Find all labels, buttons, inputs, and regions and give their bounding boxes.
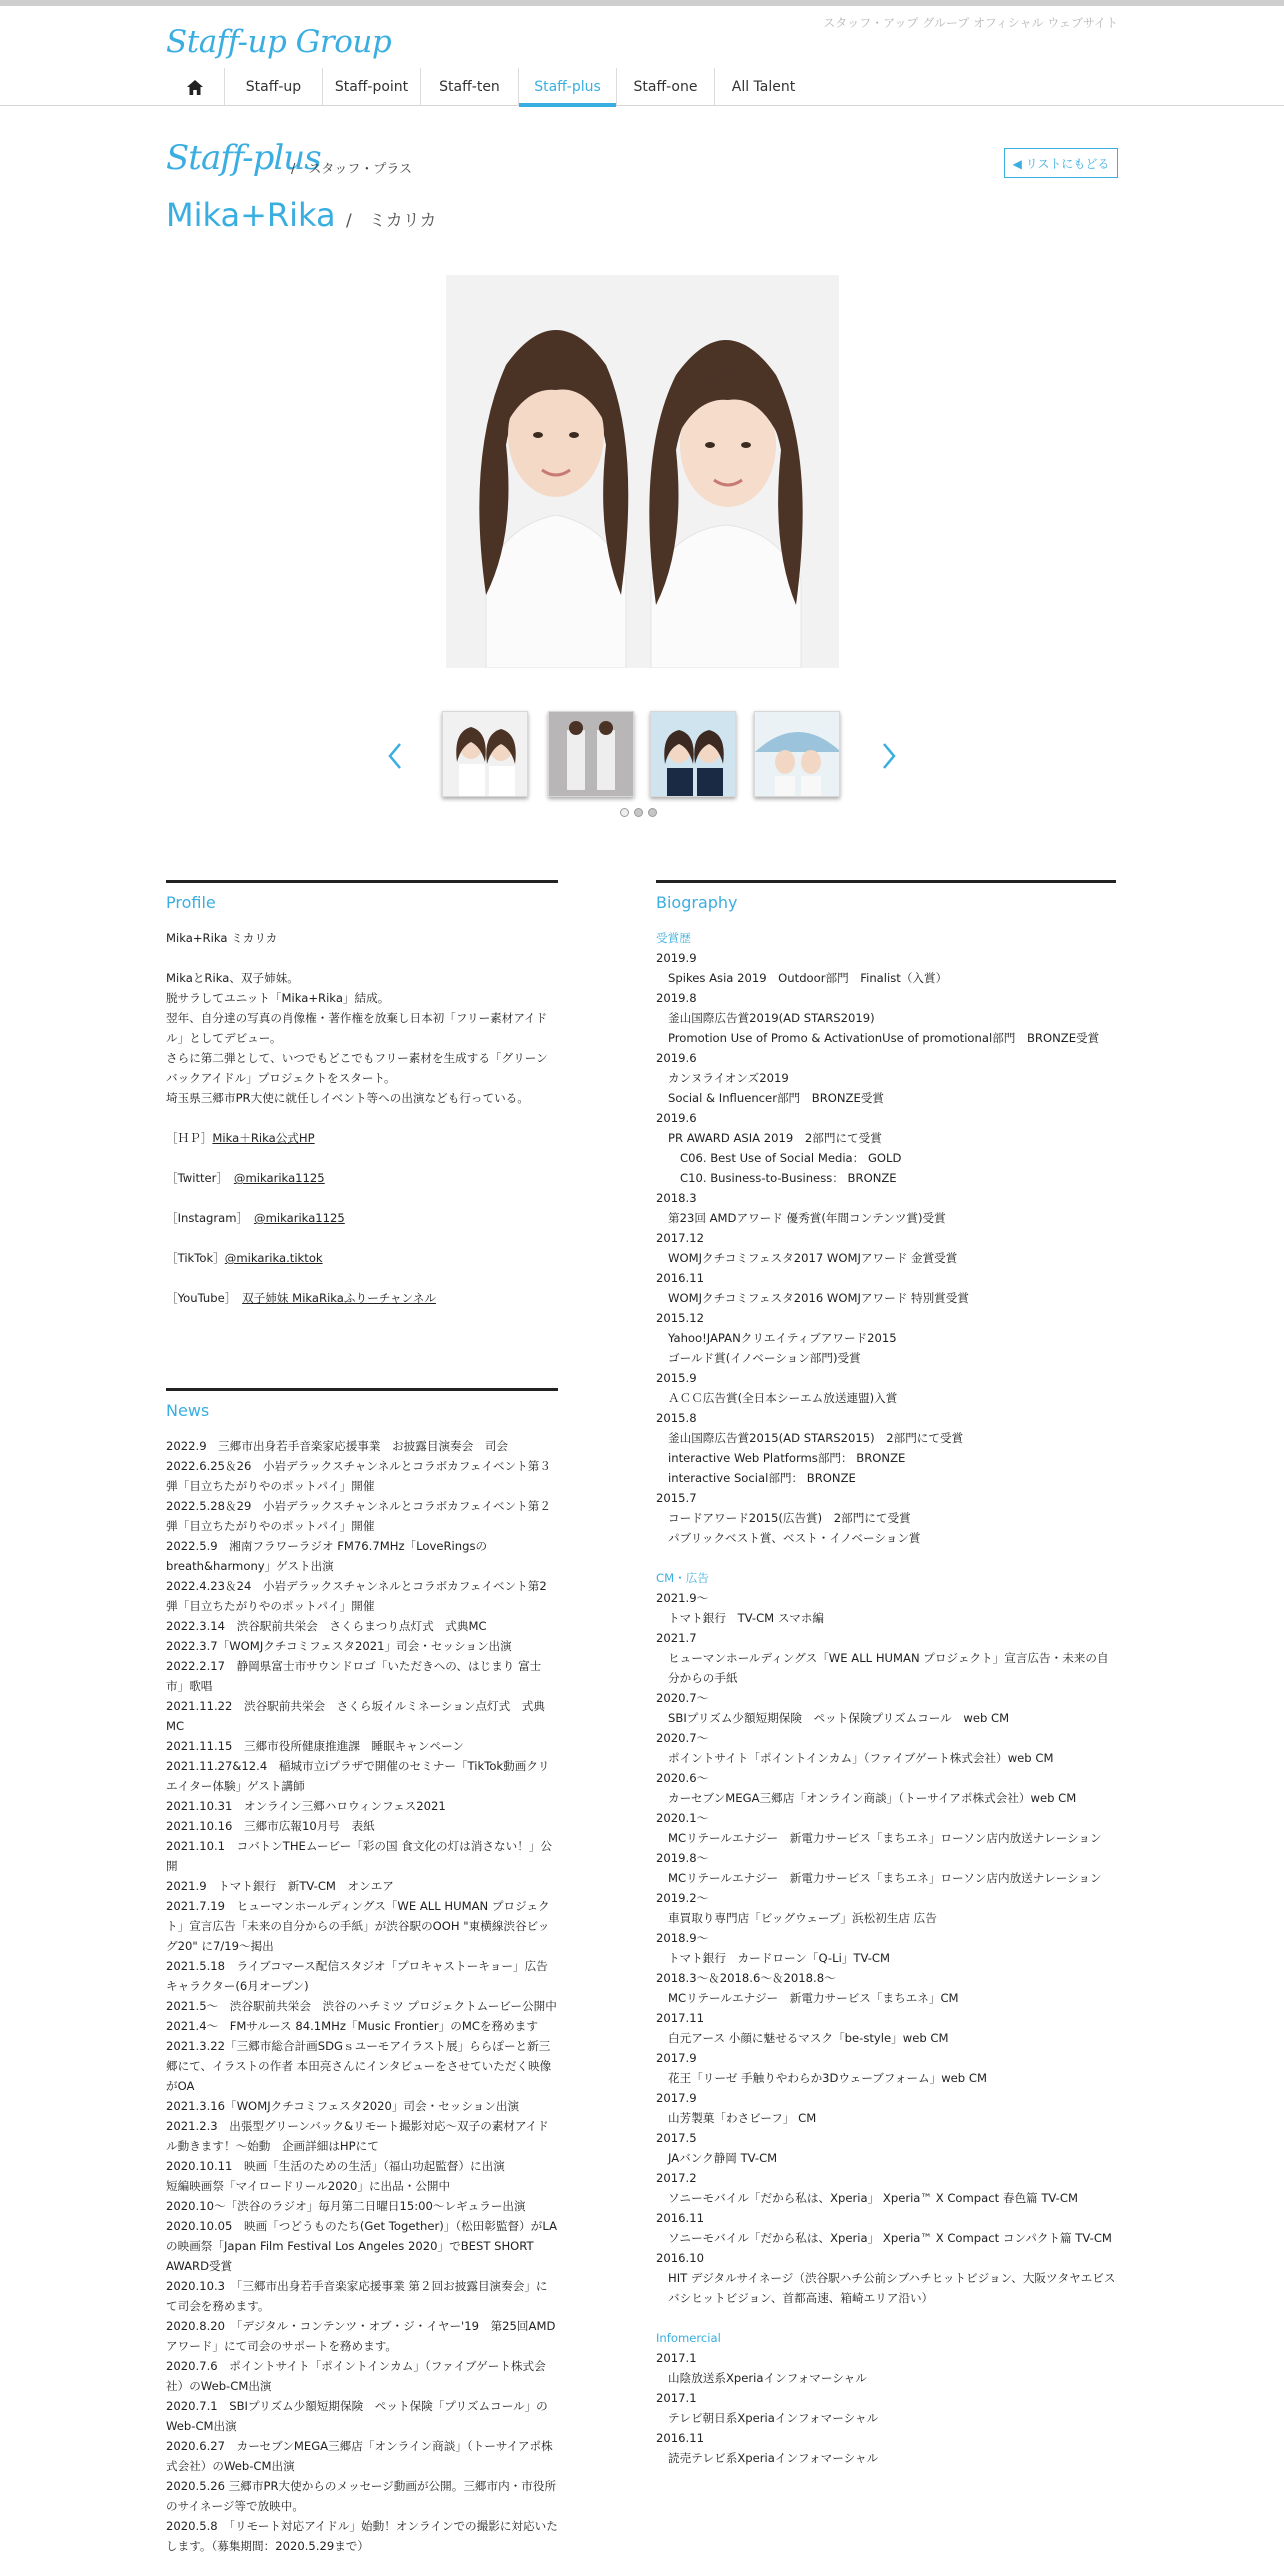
news-item: 2020.7.1 SBIプリズム少額短期保険 ペット保険「プリズムコール」のWeb-CM出演 [166, 2399, 548, 2433]
profile-link-label: ［YouTube］ [166, 1291, 243, 1305]
bio-entry: トマト銀行 TV-CM スマホ編 [668, 1611, 825, 1625]
carousel-dots [620, 808, 657, 817]
bio-date: 2017.12 [656, 1231, 704, 1245]
news-item: 2020.10.05 映画「つどうものたち(Get Together)」（松田彰監督）がLAの映画祭「Japan Film Festival Los Angeles 2020」でBEST SHORT AWARD受賞 [166, 2219, 557, 2273]
profile-line: Mika+Rika ミカリカ [166, 931, 278, 945]
bio-entry: MCリテールエナジー 新電力サービス「まちエネ」ローソン店内放送ナレーション [668, 1831, 1102, 1845]
bio-entry: パブリックベスト賞、ベスト・イノベーション賞 [668, 1531, 921, 1545]
bio-date: 2015.12 [656, 1311, 704, 1325]
biography-heading: Biography [656, 880, 1116, 912]
profile-line: さらに第二弾として、いつでもどこでもフリー素材を生成する「グリーンバックアイドル」プロジェクトをスタート。 [166, 1051, 548, 1085]
bio-date: 2018.9〜 [656, 1931, 709, 1945]
carousel-dot-2[interactable] [634, 808, 643, 817]
news-item: 2021.7.19 ヒューマンホールディングス「WE ALL HUMAN プロジェクト」宣言広告「未来の自分からの手紙」が渋谷駅のOOH "東横線渋谷ビッグ20" に7/19〜掲出 [166, 1899, 550, 1953]
spacer [166, 1148, 558, 1168]
bio-entry: 山陰放送系Xperiaインフォマーシャル [668, 2371, 867, 2385]
bio-date: 2017.2 [656, 2171, 697, 2185]
main-nav [166, 68, 812, 106]
bio-entry: ポイントサイト「ポイントインカム」（ファイブゲート株式会社）web CM [668, 1751, 1054, 1765]
bio-entry: テレビ朝日系Xperiaインフォマーシャル [668, 2411, 879, 2425]
bio-entry: 車買取り専門店「ビッグウェーブ」浜松初生店 広告 [668, 1911, 937, 1925]
profile-link-row [166, 1168, 558, 1188]
news-item: 短編映画祭「マイロードリール2020」に出品・公開中 [166, 2179, 451, 2193]
news-item: 2020.8.20 「デジタル・コンテンツ・オブ・ジ・イヤー'19 第25回AMDアワード」にて司会のサポートを務めます。 [166, 2319, 556, 2353]
bio-entry: SBIプリズム少額短期保険 ペット保険プリズムコール web CM [668, 1711, 1010, 1725]
bio-entry: MCリテールエナジー 新電力サービス「まちエネ」ローソン店内放送ナレーション [668, 1871, 1102, 1885]
news-item: 2021.3.22「三郷市総合計画SDGｓユーモアイラスト展」ららぽーと新三郷にて、イラストの作者 本田亮さんにインタビューをさせていただく映像がOA [166, 2039, 552, 2093]
thumbnail-3[interactable] [650, 711, 736, 797]
spacer [166, 1108, 558, 1128]
talent-kana: / ミカリカ [346, 211, 437, 231]
news-item: 2021.11.22 渋谷駅前共栄会 さくら坂イルミネーション点灯式 式典MC [166, 1699, 545, 1733]
site-header [0, 6, 1284, 106]
carousel-dot-3[interactable] [648, 808, 657, 817]
profile-heading: Profile [166, 880, 558, 912]
bio-date: 2019.8 [656, 991, 697, 1005]
bio-entry: 山芳製菓「わさビーフ」 CM [668, 2111, 817, 2125]
thumbnail-4[interactable] [754, 711, 840, 797]
profile-link[interactable]: @mikarika.tiktok [224, 1251, 323, 1265]
bio-entry: ゴールド賞(イノベーション部門)受賞 [668, 1351, 861, 1365]
bio-date: 2017.1 [656, 2391, 697, 2405]
bio-date: 2016.11 [656, 2431, 704, 2445]
news-item: 2021.11.27&12.4 稲城市立iプラザで開催のセミナー「TikTok動画クリエイター体験」ゲスト講師 [166, 1759, 550, 1793]
bio-group [656, 1568, 1116, 2308]
profile-link-row [166, 1208, 558, 1228]
thumbnail-2[interactable] [548, 711, 634, 797]
bio-entry: 釜山国際広告賞2015(AD STARS2015) 2部門にて受賞 [668, 1431, 964, 1445]
bio-date: 2017.5 [656, 2131, 697, 2145]
news-list [166, 1436, 558, 2556]
profile-link[interactable]: 双子姉妹 MikaRikaふりーチャンネル [242, 1291, 436, 1305]
bio-date: 2018.3 [656, 1191, 697, 1205]
bio-entry: ＡＣＣ広告賞(全日本シーエム放送連盟)入賞 [668, 1391, 898, 1405]
bio-entry: ソニーモバイル「だから私は、Xperia」 Xperia™ X Compact 春色篇 TV-CM [668, 2191, 1078, 2205]
carousel-dot-1[interactable] [620, 808, 629, 817]
profile-line: 埼玉県三郷市PR大使に就任しイベント等への出演なども行っている。 [166, 1091, 529, 1105]
bio-date: 2020.1〜 [656, 1811, 709, 1825]
thumbnail-carousel [380, 705, 904, 805]
bio-date: 2017.1 [656, 2351, 697, 2365]
news-item: 2021.5.18 ライブコマース配信スタジオ「プロキャストーキョー」広告キャラクター(6月オープン) [166, 1959, 548, 1993]
news-item: 2021.10.16 三郷市広報10月号 表紙 [166, 1819, 375, 1833]
bio-category: 受賞歴 [656, 931, 691, 945]
bio-entry: カンヌライオンズ2019 [668, 1071, 789, 1085]
nav-staff-plus[interactable]: Staff-plus [518, 68, 616, 106]
bio-date: 2015.8 [656, 1411, 697, 1425]
bio-date: 2015.7 [656, 1491, 697, 1505]
bio-entry: トマト銀行 カードローン「Q-Li」TV-CM [668, 1951, 891, 1965]
bio-category: CM・広告 [656, 1571, 709, 1585]
bio-entry: WOMJクチコミフェスタ2016 WOMJアワード 特別賞受賞 [668, 1291, 969, 1305]
nav-staff-point[interactable]: Staff-point [322, 68, 420, 106]
news-item: 2022.9 三郷市出身若手音楽家応援事業 お披露目演奏会 司会 [166, 1439, 509, 1453]
bio-date: 2019.6 [656, 1051, 697, 1065]
bio-date: 2019.2〜 [656, 1891, 709, 1905]
bio-entry: カーセブンMEGA三郷店「オンライン商談」（トーサイアポ株式会社）web CM [668, 1791, 1077, 1805]
bio-date: 2021.7 [656, 1631, 697, 1645]
bio-date: 2015.9 [656, 1371, 697, 1385]
bio-group [656, 928, 1116, 1548]
nav-staff-up[interactable]: Staff-up [224, 68, 322, 106]
profile-link-row [166, 1248, 558, 1268]
bio-entry: 花王「リーゼ 手触りやわらか3Dウェーブフォーム」web CM [668, 2071, 987, 2085]
bio-category: Infomercial [656, 2331, 721, 2345]
profile-body [166, 928, 558, 1308]
carousel-next-button[interactable] [874, 732, 904, 780]
news-item: 2022.6.25＆26 小岩デラックスチャンネルとコラボカフェイベント第３弾「目立ちたがりやのポットパイ」開催 [166, 1459, 551, 1493]
news-item: 2020.10.3 「三郷市出身若手音楽家応援事業 第２回お披露目演奏会」にて司会を務めます。 [166, 2279, 548, 2313]
bio-entry: ヒューマンホールディングス「WE ALL HUMAN プロジェクト」宣言広告・未来の自分からの手紙 [668, 1651, 1109, 1685]
bio-date: 2017.9 [656, 2051, 697, 2065]
chevron-left-icon [380, 732, 410, 780]
section-logo: Staff-plus [166, 138, 321, 178]
home-icon [187, 80, 203, 95]
spacer [166, 1228, 558, 1248]
news-item: 2021.11.15 三郷市役所健康推進課 睡眠キャンペーン [166, 1739, 465, 1753]
bio-group [656, 2328, 1116, 2468]
nav-all-talent[interactable]: All Talent [714, 68, 812, 106]
bio-entry: ソニーモバイル「だから私は、Xperia」 Xperia™ X Compact コンパクト篇 TV-CM [668, 2231, 1112, 2245]
bio-entry: Spikes Asia 2019 Outdoor部門 Finalist（入賞） [668, 971, 948, 985]
bio-entry: C10. Business-to-Business： BRONZE [680, 1171, 897, 1185]
bio-entry: HIT デジタルサイネージ（渋谷駅ハチ公前シブハチヒットビジョン、大阪ツタヤエビスバシヒットビジョン、首都高速、箱崎エリア沿い） [668, 2271, 1116, 2305]
bio-entry: MCリテールエナジー 新電力サービス「まちエネ」CM [668, 1991, 959, 2005]
bio-entry: PR AWARD ASIA 2019 2部門にて受賞 [668, 1131, 882, 1145]
bio-date: 2016.11 [656, 2211, 704, 2225]
nav-home[interactable] [166, 68, 224, 106]
bio-entry: Promotion Use of Promo & ActivationUse of promotional部門 BRONZE受賞 [668, 1031, 1100, 1045]
spacer [166, 1188, 558, 1208]
news-item: 2022.4.23＆24 小岩デラックスチャンネルとコラボカフェイベント第2弾「目立ちたがりやのポットパイ」開催 [166, 1579, 547, 1613]
thumbnail-1[interactable] [442, 711, 528, 797]
bio-entry: コードアワード2015(広告賞) 2部門にて受賞 [668, 1511, 911, 1525]
profile-link[interactable]: Mika＋Rika公式HP [212, 1131, 315, 1145]
news-item: 2022.5.9 湘南フラワーラジオ FM76.7MHz「LoveRingsのbreath&harmony」ゲスト出演 [166, 1539, 488, 1573]
section-subtitle: / スタッフ・プラス [291, 162, 412, 177]
bio-date: 2016.11 [656, 1271, 704, 1285]
bio-entry: Social & Influencer部門 BRONZE受賞 [668, 1091, 885, 1105]
bio-date: 2019.8〜 [656, 1851, 709, 1865]
site-tagline: スタッフ・アップ グループ オフィシャル ウェブサイト [823, 16, 1118, 30]
bio-entry: 釜山国際広告賞2019(AD STARS2019) [668, 1011, 875, 1025]
news-item: 2020.6.27 カーセブンMEGA三郷店「オンライン商談」（トーサイアポ株式会社）のWeb-CM出演 [166, 2439, 553, 2473]
bio-date: 2019.9 [656, 951, 697, 965]
bio-date: 2020.7〜 [656, 1731, 709, 1745]
bio-date: 2020.6〜 [656, 1771, 709, 1785]
bio-date: 2017.9 [656, 2091, 697, 2105]
news-item: 2021.5〜 渋谷駅前共栄会 渋谷のハチミツ プロジェクトムービー公開中 [166, 1999, 557, 2013]
bio-date: 2020.7〜 [656, 1691, 709, 1705]
news-item: 2022.3.7「WOMJクチコミフェスタ2021」司会・セッション出演 [166, 1639, 512, 1653]
bio-date: 2021.9〜 [656, 1591, 709, 1605]
bio-entry: interactive Web Platforms部門： BRONZE [668, 1451, 906, 1465]
bio-entry: 第23回 AMDアワード 優秀賞(年間コンテンツ賞)受賞 [668, 1211, 946, 1225]
bio-entry: JAバンク静岡 TV-CM [668, 2151, 778, 2165]
profile-line [166, 948, 558, 968]
bio-entry: interactive Social部門： BRONZE [668, 1471, 856, 1485]
news-item: 2020.10.11 映画「生活のための生活」（福山功起監督）に出演 [166, 2159, 505, 2173]
back-to-list-button[interactable]: ◀ リストにもどる [1004, 148, 1118, 178]
news-item: 2022.5.28＆29 小岩デラックスチャンネルとコラボカフェイベント第２弾「目立ちたがりやのポットパイ」開催 [166, 1499, 551, 1533]
profile-link[interactable]: @mikarika1125 [233, 1171, 325, 1185]
news-item: 2022.2.17 静岡県富士市サウンドロゴ「いただきへの、はじまり 富士市」歌唱 [166, 1659, 542, 1693]
profile-link-label: ［Twitter］ [166, 1171, 234, 1185]
biography-body [656, 928, 1116, 2488]
profile-link-row [166, 1128, 558, 1148]
news-item: 2021.3.16「WOMJクチコミフェスタ2020」司会・セッション出演 [166, 2099, 520, 2113]
news-heading: News [166, 1388, 558, 1420]
profile-link-label: ［TikTok］ [166, 1251, 225, 1265]
news-item: 2020.7.6 ポイントサイト「ポイントインカム」（ファイブゲート株式会社）のWeb-CM出演 [166, 2359, 546, 2393]
news-item: 2021.10.31 オンライン三郷ハロウィンフェス2021 [166, 1799, 446, 1813]
news-item: 2021.9 トマト銀行 新TV-CM オンエア [166, 1879, 394, 1893]
bio-entry: C06. Best Use of Social Media： GOLD [680, 1151, 902, 1165]
news-item: 2021.4〜 FMサルース 84.1MHz「Music Frontier」のMCを務めます [166, 2019, 538, 2033]
profile-line: MikaとRika、双子姉妹。 [166, 971, 299, 985]
bio-date: 2019.6 [656, 1111, 697, 1125]
news-item: 2020.5.8 「リモート対応アイドル」始動！オンラインでの撮影に対応いたします。（募集期間：2020.5.29まで） [166, 2519, 558, 2553]
news-item: 2021.10.1 コバトンTHEムービー「彩の国 食文化の灯は消さない！」公開 [166, 1839, 552, 1873]
news-item: 2020.10〜「渋谷のラジオ」毎月第二日曜日15:00〜レギュラー出演 [166, 2199, 526, 2213]
news-item: 2022.3.14 渋谷駅前共栄会 さくらまつり点灯式 式典MC [166, 1619, 487, 1633]
bio-entry: 読売テレビ系Xperiaインフォマーシャル [668, 2451, 879, 2465]
bio-entry: WOMJクチコミフェスタ2017 WOMJアワード 金賞受賞 [668, 1251, 958, 1265]
profile-link-label: ［Instagram］ [166, 1211, 254, 1225]
carousel-prev-button[interactable] [380, 732, 410, 780]
talent-name: Mika+Rika [166, 196, 336, 234]
profile-link-row [166, 1288, 558, 1308]
profile-link-label: ［ＨＰ］ [166, 1131, 213, 1145]
profile-line: 脱サラしてユニット「Mika+Rika」結成。 [166, 991, 390, 1005]
profile-line: 翌年、自分達の写真の肖像権・著作権を放棄し日本初「フリー素材アイドル」としてデビュー。 [166, 1011, 548, 1045]
spacer [166, 1268, 558, 1288]
site-logo[interactable]: Staff-up Group [166, 24, 392, 60]
news-item: 2020.5.26 三郷市PR大使からのメッセージ動画が公開。三郷市内・市役所のサイネージ等で放映中。 [166, 2479, 557, 2513]
bio-date: 2017.11 [656, 2011, 704, 2025]
bio-date: 2018.3〜＆2018.6〜＆2018.8〜 [656, 1971, 836, 1985]
nav-staff-one[interactable]: Staff-one [616, 68, 714, 106]
nav-staff-ten[interactable]: Staff-ten [420, 68, 518, 106]
main-photo [446, 275, 839, 668]
bio-entry: Yahoo!JAPANクリエイティブアワード2015 [668, 1331, 897, 1345]
news-item: 2021.2.3 出張型グリーンバック&リモート撮影対応〜双子の素材アイドル動きます！〜始動 企画詳細はHPにて [166, 2119, 549, 2153]
bio-date: 2016.10 [656, 2251, 704, 2265]
bio-entry: 白元アース 小顔に魅せるマスク「be-style」web CM [668, 2031, 949, 2045]
profile-link[interactable]: @mikarika1125 [253, 1211, 345, 1225]
chevron-right-icon [874, 732, 904, 780]
